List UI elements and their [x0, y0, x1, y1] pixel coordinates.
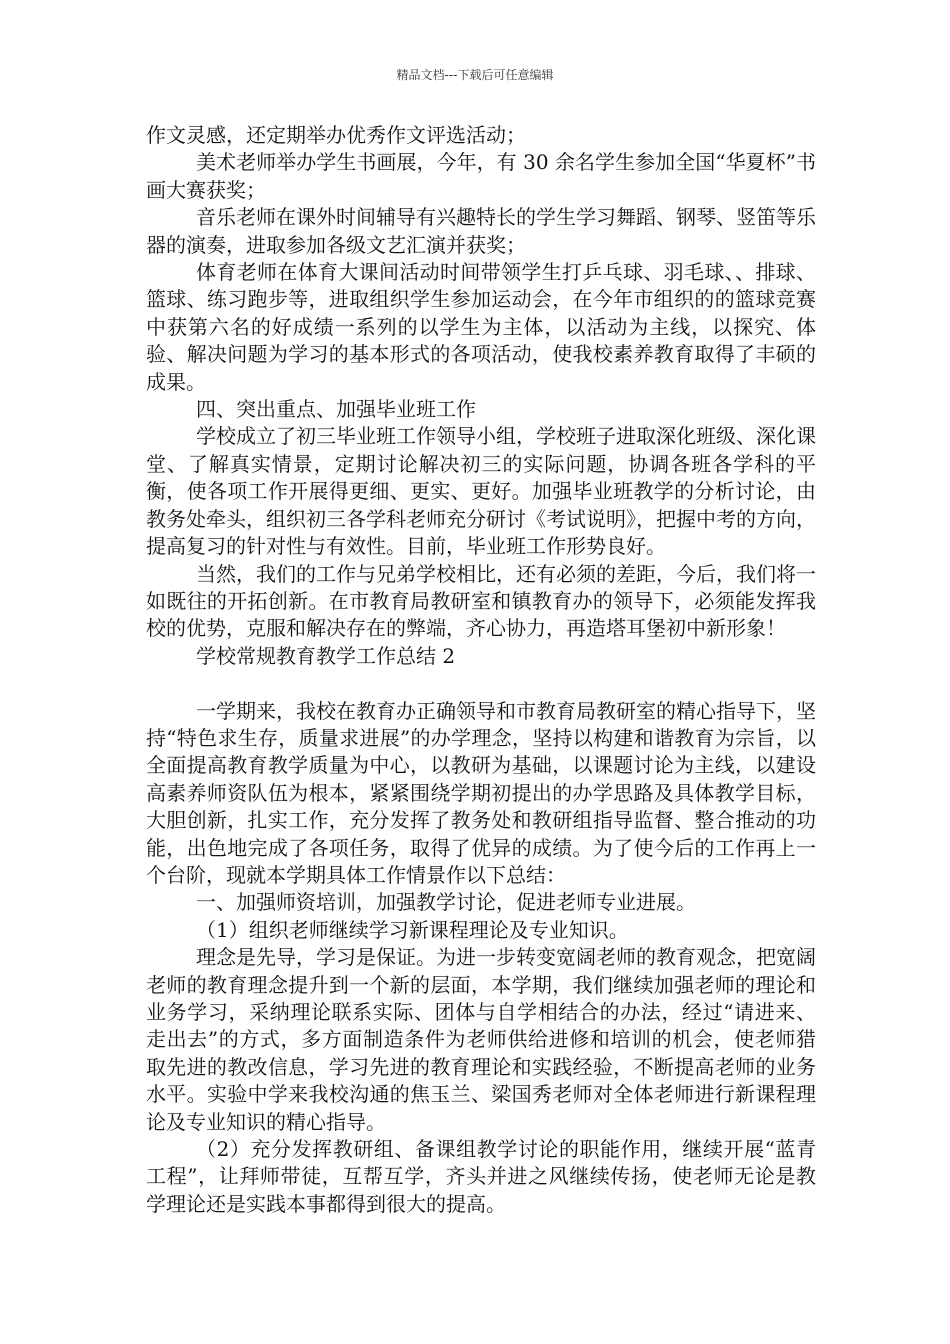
- subsection-heading: （1）组织老师继续学习新课程理论及专业知识。: [196, 917, 629, 942]
- document-title: 学校常规教育教学工作总结 2: [196, 643, 456, 668]
- section-heading: 四、突出重点、加强毕业班工作: [196, 397, 476, 422]
- paragraph: 音乐老师在课外时间辅导有兴趣特长的学生学习舞蹈、钢琴、竖笛等乐器的演奏，进取参加各级文艺汇演并获奖；: [146, 205, 816, 257]
- paragraph: 体育老师在体育大课间活动时间带领学生打乒乓球、羽毛球、、排球、篮球、练习跑步等，进取组织学生参加运动会，在今年市组织的的篮球竞赛中获第六名的好成绩一系列的以学生为主体，以活动为主线，以探究、体验、解决问题为学习的基本形式的各项活动，使我校素养教育取得了丰硕的成果。: [146, 260, 816, 394]
- paragraph: （2）充分发挥教研组、备课组教学讨论的职能作用，继续开展“蓝青工程”，让拜师带徒，互帮互学，齐头并进之风继续传扬，使老师无论是教学理论还是实践本事都得到很大的提高。: [146, 1137, 816, 1216]
- paragraph: 作文灵感，还定期举办优秀作文评选活动；: [146, 123, 526, 147]
- page-header-note: 精品文档---下载后可任意编辑: [396, 68, 554, 82]
- paragraph: 学校成立了初三毕业班工作领导小组，学校班子进取深化班级、深化课堂、了解真实情景，定期讨论解决初三的实际问题，协调各班各学科的平衡，使各项工作开展得更细、更实、更好。加强毕业班教学的分析讨论，由教务处牵头，组织初三各学科老师充分研讨《考试说明》，把握中考的方向，提高复习的针对性与有效性。目前，毕业班工作形势良好。: [146, 424, 816, 559]
- blank-line: [146, 670, 816, 697]
- document-body: [146, 122, 816, 1218]
- paragraph: 美术老师举办学生书画展，今年，有 30 余名学生参加全国“华夏杯”书画大赛获奖；: [146, 150, 816, 202]
- paragraph: 一学期来，我校在教育办正确领导和市教育局教研室的精心指导下，坚持“特色求生存，质量求进展”的办学理念，坚持以构建和谐教育为宗旨，以全面提高教育教学质量为中心，以教研为基础，以课题讨论为主线，以建设高素养师资队伍为根本，紧紧围绕学期初提出的办学思路及具体教学目标，大胆创新，扎实工作，充分发挥了教务处和教研组指导监督、整合推动的功能，出色地完成了各项任务，取得了优异的成绩。为了使今后的工作再上一个台阶，现就本学期具体工作情景作以下总结：: [146, 698, 816, 887]
- paragraph: 当然，我们的工作与兄弟学校相比，还有必须的差距，今后，我们将一如既往的开拓创新。在市教育局教研室和镇教育办的领导下，必须能发挥我校的优势，克服和解决存在的弊端，齐心协力，再造塔耳堡初中新形象！: [146, 561, 816, 641]
- section-heading: 一、加强师资培训，加强教学讨论，促进老师专业进展。: [196, 890, 696, 915]
- paragraph: 理念是先导，学习是保证。为进一步转变宽阔老师的教育观念，把宽阔老师的教育理念提升到一个新的层面，本学期，我们继续加强老师的理论和业务学习，采纳理论联系实际、团体与自学相结合的办法，经过“请进来、走出去”的方式，多方面制造条件为老师供给进修和培训的机会，使老师猎取先进的教改信息，学习先进的教育理论和实践经验，不断提高老师的业务水平。实验中学来我校沟通的焦玉兰、梁国秀老师对全体老师进行新课程理论及专业知识的精心指导。: [146, 945, 816, 1134]
